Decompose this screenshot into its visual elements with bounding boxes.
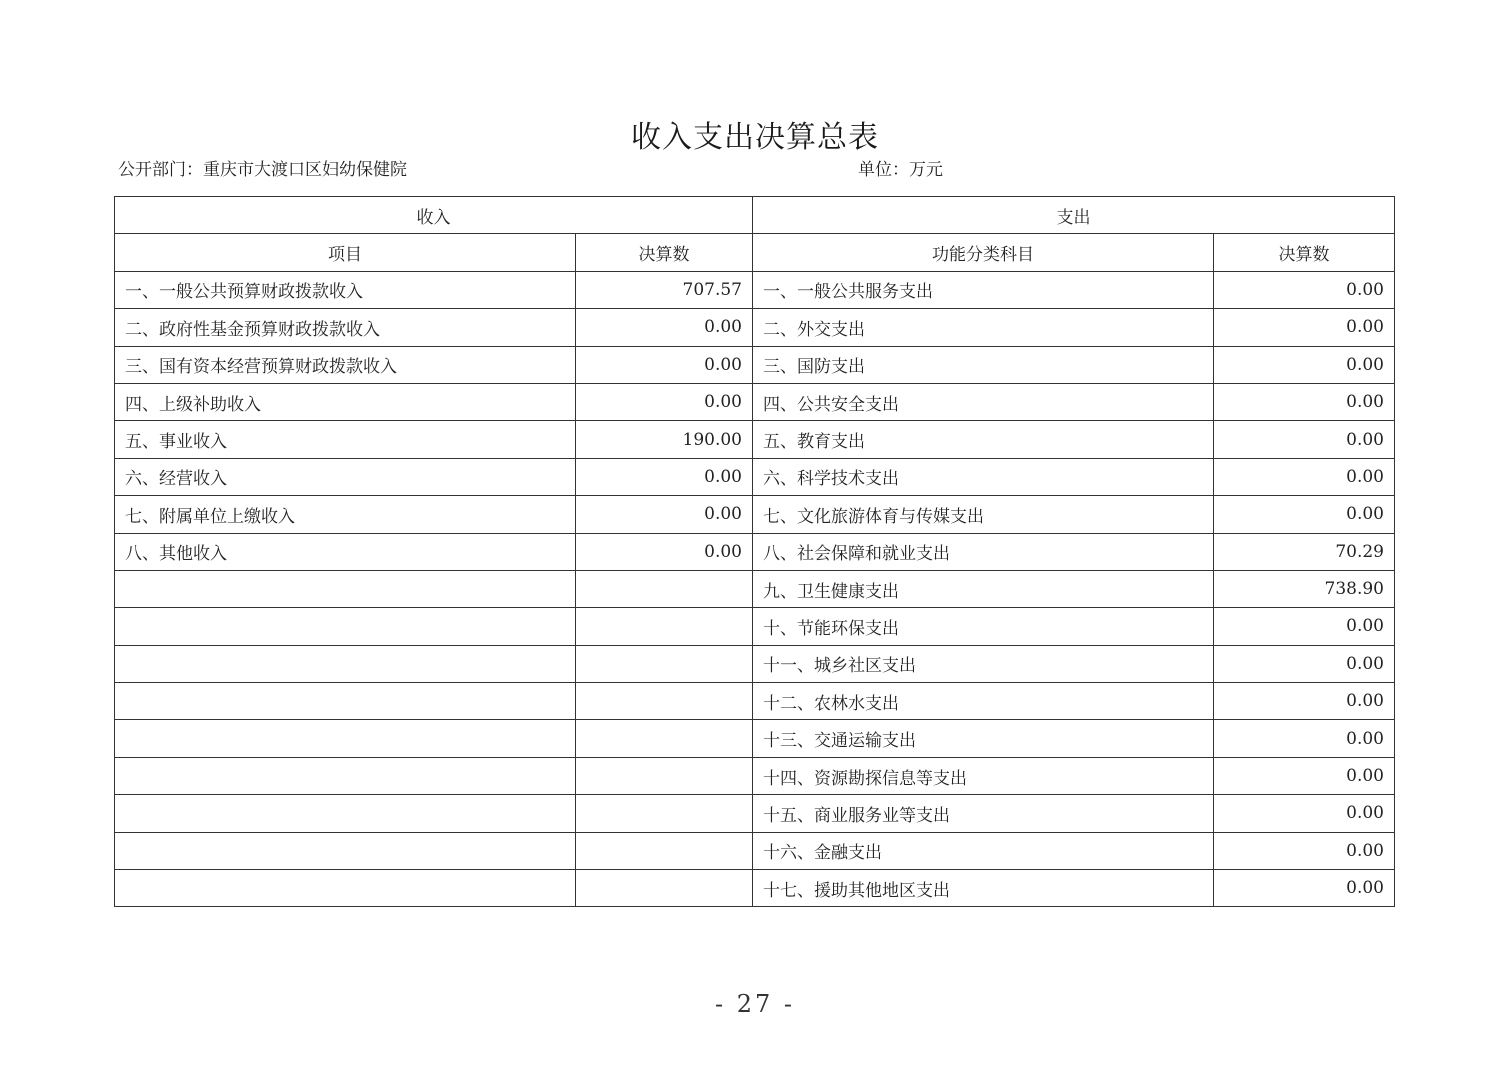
table-row bbox=[115, 570, 1395, 607]
income-amount-cell: 707.57 bbox=[576, 271, 753, 308]
table-row bbox=[115, 346, 1395, 383]
unit-label: 单位：万元 bbox=[858, 160, 943, 180]
expense-item-cell: 三、国防支出 bbox=[753, 346, 1214, 383]
table-row bbox=[115, 832, 1395, 869]
income-item-cell bbox=[115, 683, 576, 720]
expense-amount-cell: 0.00 bbox=[1214, 421, 1395, 458]
expense-amount-cell: 0.00 bbox=[1214, 683, 1395, 720]
expense-item-cell: 十、节能环保支出 bbox=[753, 608, 1214, 645]
table-row bbox=[115, 458, 1395, 495]
department-label: 公开部门：重庆市大渡口区妇幼保健院 bbox=[118, 160, 407, 180]
income-amount-cell: 0.00 bbox=[576, 496, 753, 533]
expense-item-cell: 十六、金融支出 bbox=[753, 832, 1214, 869]
income-item-cell: 五、事业收入 bbox=[115, 421, 576, 458]
expense-item-cell: 一、一般公共服务支出 bbox=[753, 271, 1214, 308]
income-item-cell bbox=[115, 832, 576, 869]
expense-amount-cell: 0.00 bbox=[1214, 608, 1395, 645]
table-row bbox=[115, 720, 1395, 757]
expense-amount-cell: 0.00 bbox=[1214, 720, 1395, 757]
income-item-header: 项目 bbox=[115, 234, 576, 271]
expense-header: 支出 bbox=[753, 197, 1395, 234]
income-item-cell: 六、经营收入 bbox=[115, 458, 576, 495]
table-row bbox=[115, 795, 1395, 832]
expense-amount-header: 决算数 bbox=[1214, 234, 1395, 271]
expense-item-cell: 十五、商业服务业等支出 bbox=[753, 795, 1214, 832]
expense-amount-cell: 0.00 bbox=[1214, 795, 1395, 832]
income-amount-cell bbox=[576, 720, 753, 757]
income-item-cell: 四、上级补助收入 bbox=[115, 383, 576, 420]
income-item-cell bbox=[115, 795, 576, 832]
table-row bbox=[115, 683, 1395, 720]
expense-amount-cell: 0.00 bbox=[1214, 757, 1395, 794]
income-amount-cell: 0.00 bbox=[576, 383, 753, 420]
income-amount-cell bbox=[576, 645, 753, 682]
table-row bbox=[115, 757, 1395, 794]
income-amount-cell bbox=[576, 795, 753, 832]
income-item-cell bbox=[115, 608, 576, 645]
income-item-cell bbox=[115, 870, 576, 907]
income-amount-cell bbox=[576, 870, 753, 907]
expense-amount-cell: 0.00 bbox=[1214, 832, 1395, 869]
expense-amount-cell: 0.00 bbox=[1214, 346, 1395, 383]
income-amount-cell bbox=[576, 832, 753, 869]
expense-amount-cell: 0.00 bbox=[1214, 496, 1395, 533]
table-row bbox=[115, 870, 1395, 907]
income-item-cell bbox=[115, 645, 576, 682]
table-row bbox=[115, 421, 1395, 458]
income-amount-header: 决算数 bbox=[576, 234, 753, 271]
expense-item-cell: 十二、农林水支出 bbox=[753, 683, 1214, 720]
expense-item-cell: 八、社会保障和就业支出 bbox=[753, 533, 1214, 570]
expense-amount-cell: 0.00 bbox=[1214, 309, 1395, 346]
expense-item-cell: 四、公共安全支出 bbox=[753, 383, 1214, 420]
expense-item-cell: 十四、资源勘探信息等支出 bbox=[753, 757, 1214, 794]
expense-item-cell: 十三、交通运输支出 bbox=[753, 720, 1214, 757]
expense-amount-cell: 0.00 bbox=[1214, 458, 1395, 495]
expense-item-cell: 十一、城乡社区支出 bbox=[753, 645, 1214, 682]
expense-item-cell: 七、文化旅游体育与传媒支出 bbox=[753, 496, 1214, 533]
expense-amount-cell: 70.29 bbox=[1214, 533, 1395, 570]
expense-item-cell: 九、卫生健康支出 bbox=[753, 570, 1214, 607]
income-amount-cell bbox=[576, 570, 753, 607]
income-item-cell bbox=[115, 720, 576, 757]
expense-item-header: 功能分类科目 bbox=[753, 234, 1214, 271]
income-item-cell bbox=[115, 570, 576, 607]
page-number: - 27 - bbox=[714, 990, 795, 1018]
expense-amount-cell: 0.00 bbox=[1214, 645, 1395, 682]
income-item-cell: 一、一般公共预算财政拨款收入 bbox=[115, 271, 576, 308]
page-title: 收入支出决算总表 bbox=[631, 120, 879, 155]
income-amount-cell: 0.00 bbox=[576, 533, 753, 570]
income-item-cell: 二、政府性基金预算财政拨款收入 bbox=[115, 309, 576, 346]
income-header: 收入 bbox=[115, 197, 753, 234]
table-row bbox=[115, 496, 1395, 533]
income-amount-cell bbox=[576, 757, 753, 794]
expense-amount-cell: 738.90 bbox=[1214, 570, 1395, 607]
table-row bbox=[115, 309, 1395, 346]
expense-amount-cell: 0.00 bbox=[1214, 870, 1395, 907]
income-amount-cell: 190.00 bbox=[576, 421, 753, 458]
income-amount-cell bbox=[576, 608, 753, 645]
expense-item-cell: 二、外交支出 bbox=[753, 309, 1214, 346]
income-item-cell: 七、附属单位上缴收入 bbox=[115, 496, 576, 533]
table-row bbox=[115, 645, 1395, 682]
expense-item-cell: 六、科学技术支出 bbox=[753, 458, 1214, 495]
expense-amount-cell: 0.00 bbox=[1214, 271, 1395, 308]
income-item-cell bbox=[115, 757, 576, 794]
header-row-groups bbox=[115, 197, 1395, 234]
table-body bbox=[115, 271, 1395, 907]
table-row bbox=[115, 271, 1395, 308]
table-row bbox=[115, 533, 1395, 570]
table-row bbox=[115, 608, 1395, 645]
expense-amount-cell: 0.00 bbox=[1214, 383, 1395, 420]
income-item-cell: 三、国有资本经营预算财政拨款收入 bbox=[115, 346, 576, 383]
expense-item-cell: 五、教育支出 bbox=[753, 421, 1214, 458]
income-amount-cell: 0.00 bbox=[576, 346, 753, 383]
income-amount-cell: 0.00 bbox=[576, 458, 753, 495]
income-item-cell: 八、其他收入 bbox=[115, 533, 576, 570]
budget-table bbox=[114, 196, 1395, 907]
expense-item-cell: 十七、援助其他地区支出 bbox=[753, 870, 1214, 907]
income-amount-cell bbox=[576, 683, 753, 720]
header-row-columns bbox=[115, 234, 1395, 271]
table-row bbox=[115, 383, 1395, 420]
income-amount-cell: 0.00 bbox=[576, 309, 753, 346]
